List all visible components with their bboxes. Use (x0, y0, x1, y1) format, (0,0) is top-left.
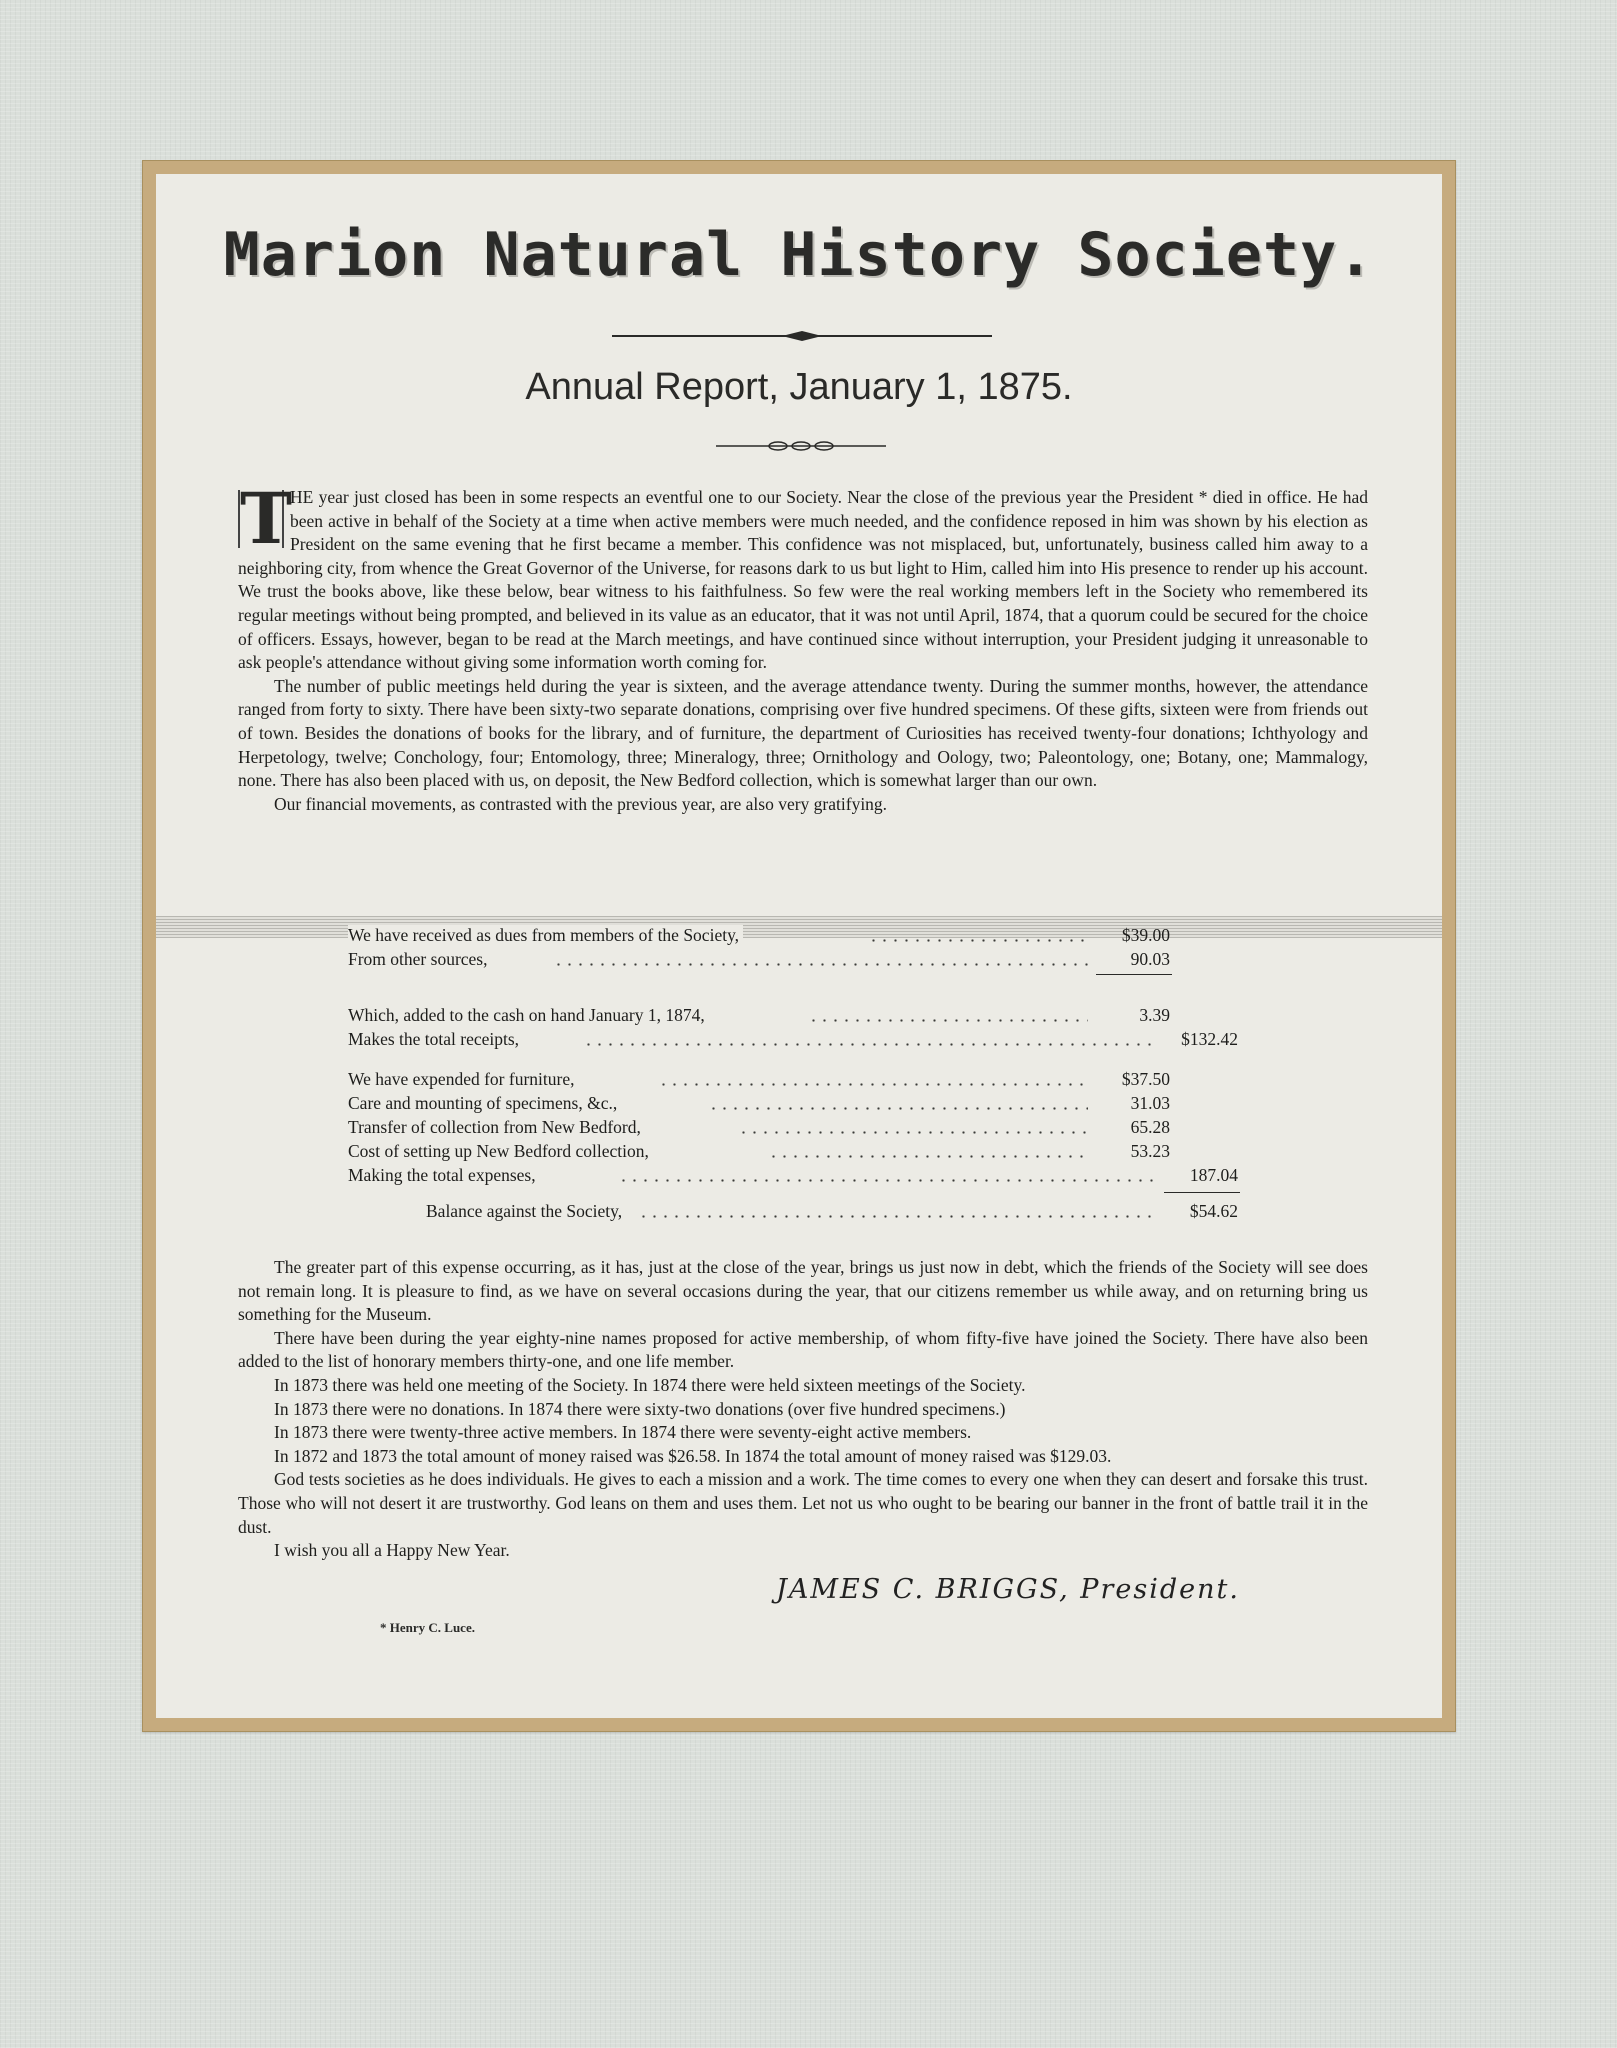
president-signature: JAMES C. BRIGGS, President. (776, 1574, 1240, 1605)
closing-paragraph: The greater part of this expense occurring, as it has, just at the close of the year, brings us just now in debt, which the friends of the Society will see does not remain long. It is pleasure to find, as we have on several occasions during the year, that our citizens remember us while away, and on returning bring us something for the Museum. (238, 1257, 1368, 1325)
document-subtitle: Annual Report, January 1, 1875. (525, 366, 1073, 408)
fin-amount: 53.23 (1130, 1141, 1170, 1161)
title-divider-ornament (612, 330, 992, 342)
drop-cap: T (240, 477, 293, 560)
closing-paragraph: In 1872 and 1873 the total amount of money raised was $26.58. In 1874 the total amount of money raised was $129.03. (274, 1445, 1112, 1466)
fin-amount: 90.03 (1130, 949, 1170, 969)
intro-paragraph (238, 477, 1368, 675)
report-body-top (238, 477, 1368, 816)
closing-paragraph: In 1873 there were no donations. In 1874 there were sixty-two donations (over five hundred specimens.) (274, 1398, 1006, 1419)
report-body-bottom (238, 1256, 1368, 1563)
fin-row-dues (348, 924, 1268, 947)
fin-amount: 187.04 (1189, 1165, 1238, 1185)
fin-row-expenses (348, 1164, 1268, 1187)
closing-paragraph: There have been during the year eighty-nine names proposed for active membership, of whom fifty-five have joined the Society. There have also been added to the list of honorary members thirty-one, and one life member. (238, 1327, 1368, 1372)
fin-row-transfer (348, 1116, 1268, 1139)
fin-amount: 31.03 (1130, 1093, 1170, 1113)
fin-label: Which, added to the cash on hand January 1, 1874, (348, 1005, 709, 1025)
fin-label: We have expended for furniture, (348, 1069, 578, 1089)
document-page (156, 174, 1442, 1718)
footnote: * Henry C. Luce. (380, 1620, 475, 1635)
fin-label: Making the total expenses, (348, 1165, 540, 1185)
fin-amount: 65.28 (1130, 1117, 1170, 1137)
subtitle-divider-ornament (716, 440, 886, 452)
document-title: Marion Natural History Society. (223, 220, 1375, 290)
balance-rule (1164, 1192, 1240, 1193)
fin-label: From other sources, (348, 949, 492, 969)
fin-amount: 3.39 (1139, 1005, 1170, 1025)
fin-label: Makes the total receipts, (348, 1029, 523, 1049)
fin-amount: $37.50 (1121, 1069, 1170, 1089)
paragraph-meetings: The number of public meetings held during the year is sixteen, and the average attendance twenty. During the summer months, however, the attendance ranged from forty to sixty. There have been sixty-two separate donations, comprising over five hundred specimens. Of these gifts, sixteen were from friends out of town. Besides the donations of books for the library, and of furniture, the department of Curiosities has received twenty-four donations; Ichthyology and Herpetology, twelve; Conchology, four; Entomology, three; Mineralogy, three; Ornithology and Oology, two; Paleontology, one; Botany, one; Mammalogy, none. There has also been placed with us, on deposit, the New Bedford collection, which is somewhat larger than our own. (238, 675, 1368, 791)
fin-row-other (348, 948, 1268, 971)
fin-label: Balance against the Society, (426, 1201, 626, 1221)
fin-amount: $132.42 (1181, 1029, 1238, 1049)
fin-row-receipts (348, 1028, 1268, 1051)
intro-text: HE year just closed has been in some respects an eventful one to our Society. Near the close of the previous year the President * died in office. He had been active in behalf of the Society at a time when active members were much needed, and the confidence reposed in him was shown by his election as President on the same evening that he first became a member. This confidence was not misplaced, but, unfortunately, business called him away to a neighboring city, from whence the Great Governor of the Universe, for reasons dark to us but light to Him, called him into His presence to render up his account. We trust the books above, like these below, bear witness to his faithfulness. So few were the real working members left in the Society who remembered its regular meetings without being prompted, and believed in its value as an educator, that it was not until April, 1874, that a quorum could be secured for the choice of officers. Essays, however, began to be read at the March meetings, and have continued since without interruption, your President judging it unreasonable to ask people's attendance without giving some information worth coming for. (238, 487, 1368, 673)
fin-label: Cost of setting up New Bedford collection, (348, 1141, 653, 1161)
closing-paragraph: In 1873 there was held one meeting of the Society. In 1874 there were held sixteen meetings of the Society. (274, 1374, 1026, 1395)
fin-amount: $54.62 (1189, 1201, 1238, 1221)
fin-row-care (348, 1092, 1268, 1115)
fin-row-balance (348, 1200, 1268, 1223)
fin-row-furniture (348, 1068, 1268, 1091)
fin-label: We have received as dues from members of the Society, (348, 925, 743, 945)
closing-paragraph: I wish you all a Happy New Year. (274, 1540, 510, 1561)
fin-label: Care and mounting of specimens, &c., (348, 1093, 621, 1113)
fin-label: Transfer of collection from New Bedford, (348, 1117, 645, 1137)
fin-amount: $39.00 (1121, 925, 1170, 945)
subtotal-rule (1096, 974, 1172, 975)
fin-row-setup (348, 1140, 1268, 1163)
closing-paragraph: God tests societies as he does individuals. He gives to each a mission and a work. The time comes to every one when they can desert and forsake this trust. Those who will not desert it are trustworthy. God leans on them and uses them. Let not us who ought to be bearing our banner in the front of battle trail it in the dust. (238, 1469, 1368, 1537)
closing-paragraph: In 1873 there were twenty-three active members. In 1874 there were seventy-eight active members. (274, 1422, 972, 1443)
fin-row-cash (348, 1004, 1268, 1027)
paragraph-financial-intro: Our financial movements, as contrasted with the previous year, are also very gratifying. (274, 793, 888, 814)
